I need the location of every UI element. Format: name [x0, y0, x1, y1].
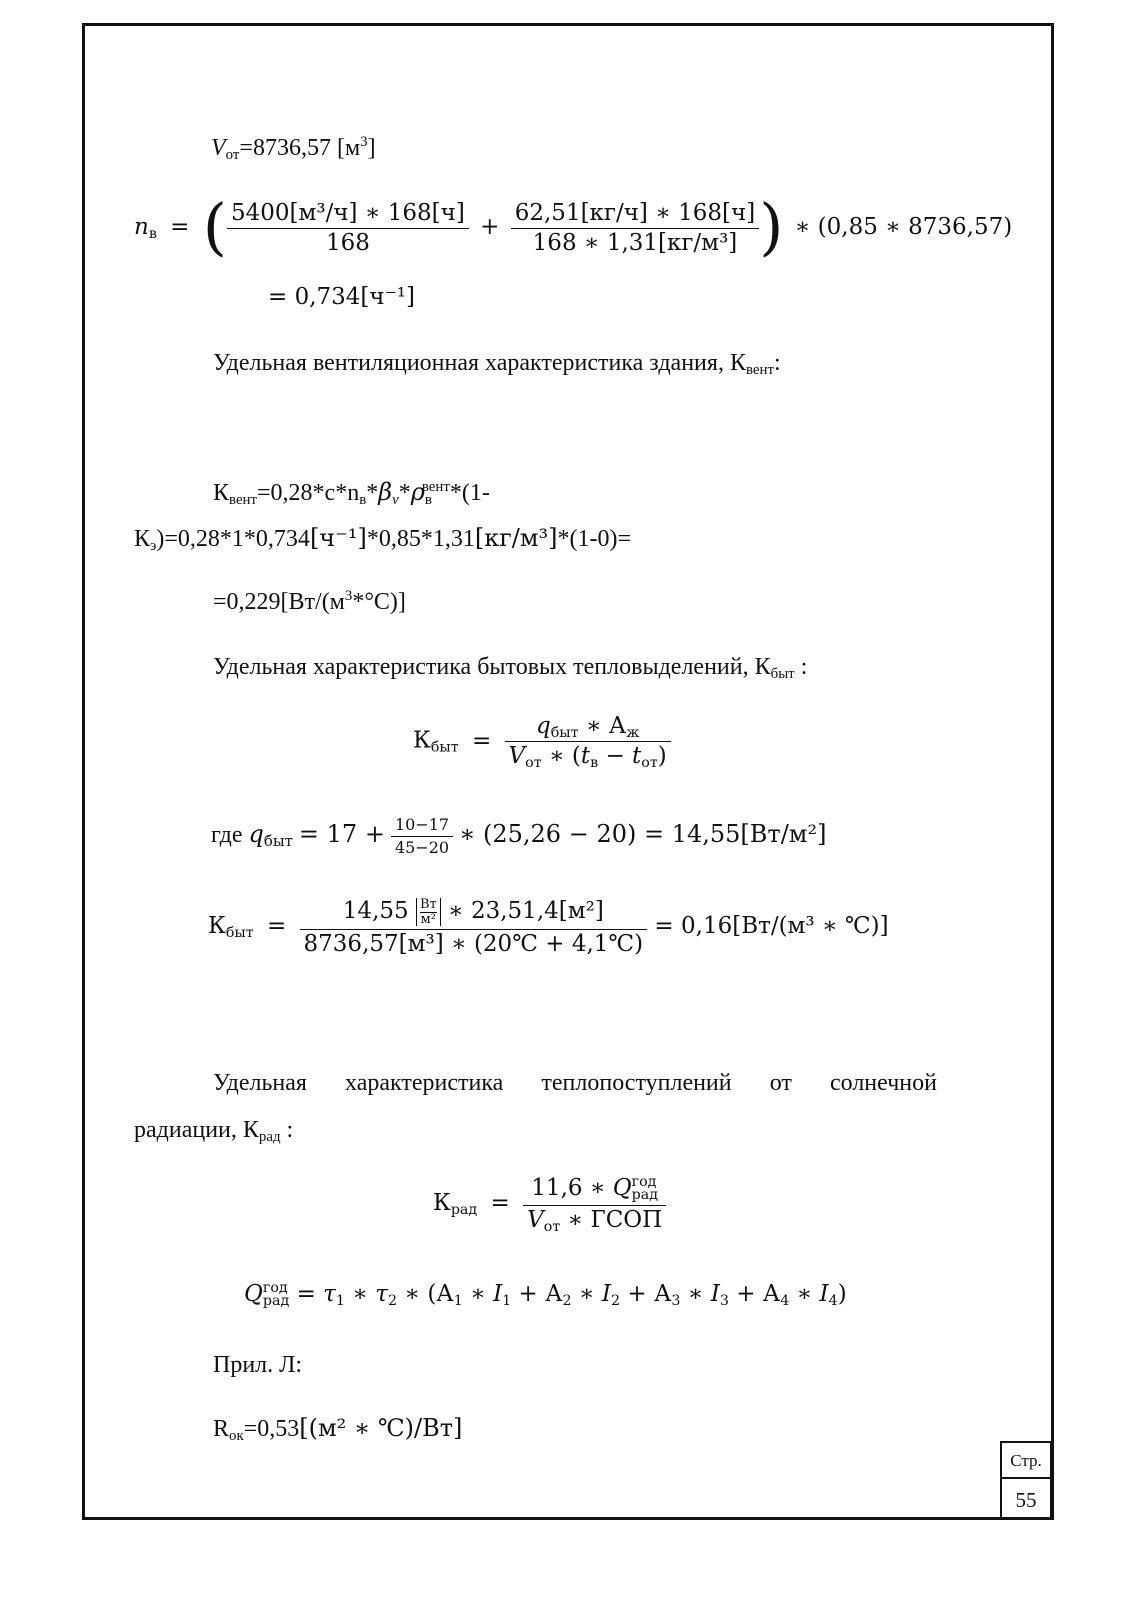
heading-vent: Удельная вентиляционная характеристика здания, $К_{вент}$: [213, 350, 781, 379]
line-pril: Прил. Л: [213, 1352, 303, 1378]
heading-rad-line-2: радиации, $К_{рад}$ : [134, 1117, 294, 1146]
page-label-box: Стр. [1000, 1441, 1052, 1479]
line-k-vent-3: $=0,229[Вт/(м^3*^\circ С)]$ [213, 588, 406, 615]
formula-k-byt: $К_{быт}$ = $\frac{q_{быт} ∗ А_ж}{V_{от} ∗ (t_в - t_{от})}$ [413, 715, 671, 768]
heading-rad-line-1: Удельная характеристика теплопоступлений от солнечной [213, 1070, 937, 1096]
formula-q-rad: Q год рад = $\tau_1$ ∗ $\tau_2$ ∗ ($А_1$ ∗ $I_1 + А_2$ ∗ $I_2 + А_3$ ∗ $I_3 + А_4$ ∗ $I_4$) [244, 1280, 847, 1309]
line-k-vent-1: $К_{вент}=0,28*c*n_в*\beta_\nu*\rho_в^{вент}*(1-$ [213, 478, 490, 509]
line-v-ot: $V_{от}=8736,57$ $[м^3]$ [211, 134, 376, 164]
formula-n-v: $n_в$ = ( $\frac{\text{5400[м³/ч] ∗ 168[ч]}}{168}$ + $\frac{62,51[кг/ч] ∗ 168[ч]}{\text{168 ∗ 1,31[кг/м³]}}$ ) ∗ (0,85 ∗ 8736,57) [134, 190, 1013, 263]
line-q-byt: где $q_{быт} = 17$ + $\frac{10-17}{45-20}$ ∗ (25,26 − 20) = 14,55[Вт/м²] [211, 815, 827, 857]
heading-byt: Удельная характеристика бытовых тепловыделений, $К_{быт}$ : [213, 654, 808, 683]
formula-k-rad: $К_{рад}$ = 11,6 ∗ Q год рад $V_{от}$ ∗ ГСОП [433, 1176, 666, 1232]
formula-n-v-result: = 0,734[ч⁻¹] [268, 284, 415, 310]
page-number-box: 55 [1000, 1477, 1052, 1520]
line-k-vent-2: $К_э)=0,28*1*0,734[ч^{-1}]*0,85*1,31[кг/м^3]*(1-0)=$ [134, 524, 632, 555]
line-r-ok: $R_{ок}=0,53[(м^2$ ∗ ℃)/Вт] [213, 1414, 463, 1445]
formula-k-byt-calc: $К_{быт}$ = 14,55 $\frac{Вт}{\text{м²}}$ ∗ 23,51,4[м²] 8736,57[м³] ∗ (20℃ + 4,1℃) = 0,16[Вт/(м³ ∗ ℃)] [208, 897, 889, 957]
